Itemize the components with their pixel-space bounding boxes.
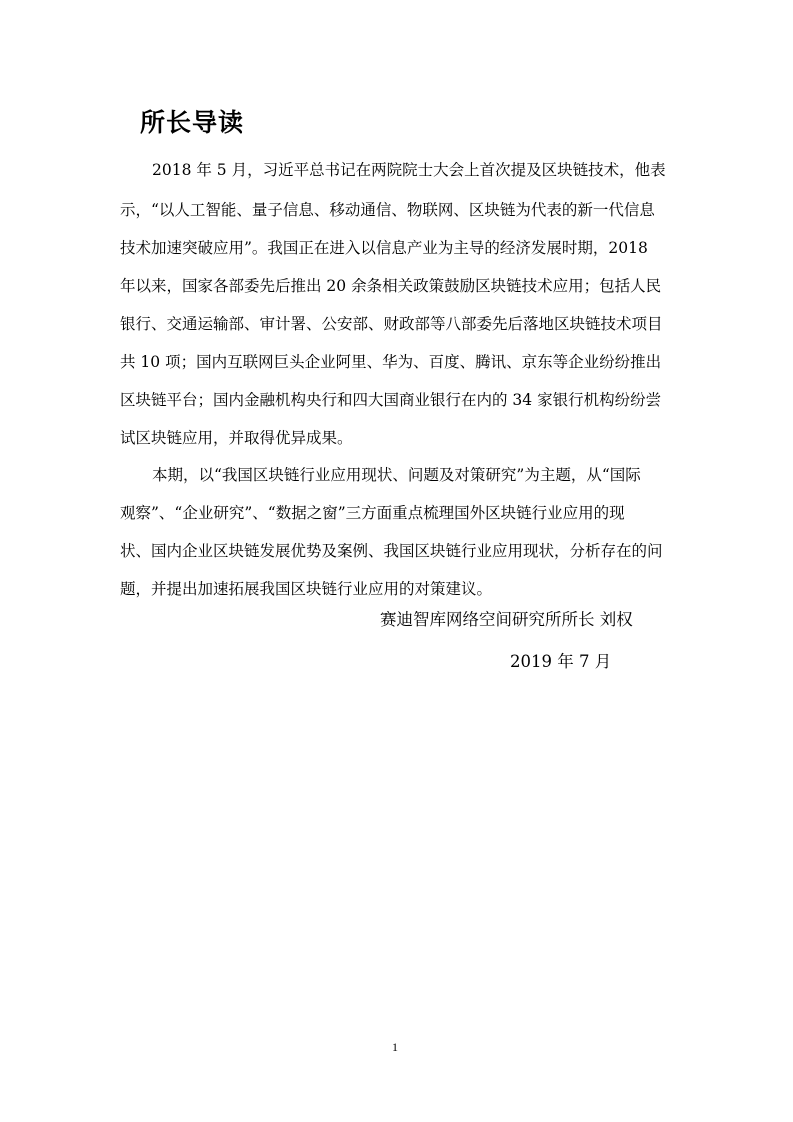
paragraph-line: 年以来，国家各部委先后推出 20 余条相关政策鼓励区块链技术应用；包括人民 <box>120 277 662 295</box>
paragraph-line: 区块链平台；国内金融机构央行和四大国商业银行在内的 34 家银行机构纷纷尝 <box>120 391 662 409</box>
paragraph-line: 示，“以人工智能、量子信息、移动通信、物联网、区块链为代表的新一代信息 <box>120 201 655 219</box>
date: 2019 年 7 月 <box>510 652 612 671</box>
paragraph-line: 2018 年 5 月，习近平总书记在两院院士大会上首次提及区块链技术，他表 <box>152 161 666 179</box>
paragraph-line: 本期，以“我国区块链行业应用现状、问题及对策研究”为主题，从“国际 <box>152 466 641 484</box>
paragraph-line: 银行、交通运输部、审计署、公安部、财政部等八部委先后落地区块链技术项目 <box>120 315 663 333</box>
paragraph-line: 技术加速突破应用”。我国正在进入以信息产业为主导的经济发展时期，2018 <box>120 239 648 257</box>
page-number: 1 <box>392 1040 398 1054</box>
author-signature: 赛迪智库网络空间研究所所长 刘权 <box>380 610 633 629</box>
paragraph-line: 题，并提出加速拓展我国区块链行业应用的对策建议。 <box>120 580 493 598</box>
paragraph-line: 观察”、“企业研究”、“数据之窗”三方面重点梳理国外区块链行业应用的现 <box>120 504 625 522</box>
paragraph-line: 共 10 项；国内互联网巨头企业阿里、华为、百度、腾讯、京东等企业纷纷推出 <box>120 353 662 371</box>
paragraph-line: 状、国内企业区块链发展优势及案例、我国区块链行业应用现状，分析存在的问 <box>120 542 663 560</box>
page-title: 所长导读 <box>140 108 245 137</box>
paragraph-line: 试区块链应用，并取得优异成果。 <box>120 429 353 447</box>
